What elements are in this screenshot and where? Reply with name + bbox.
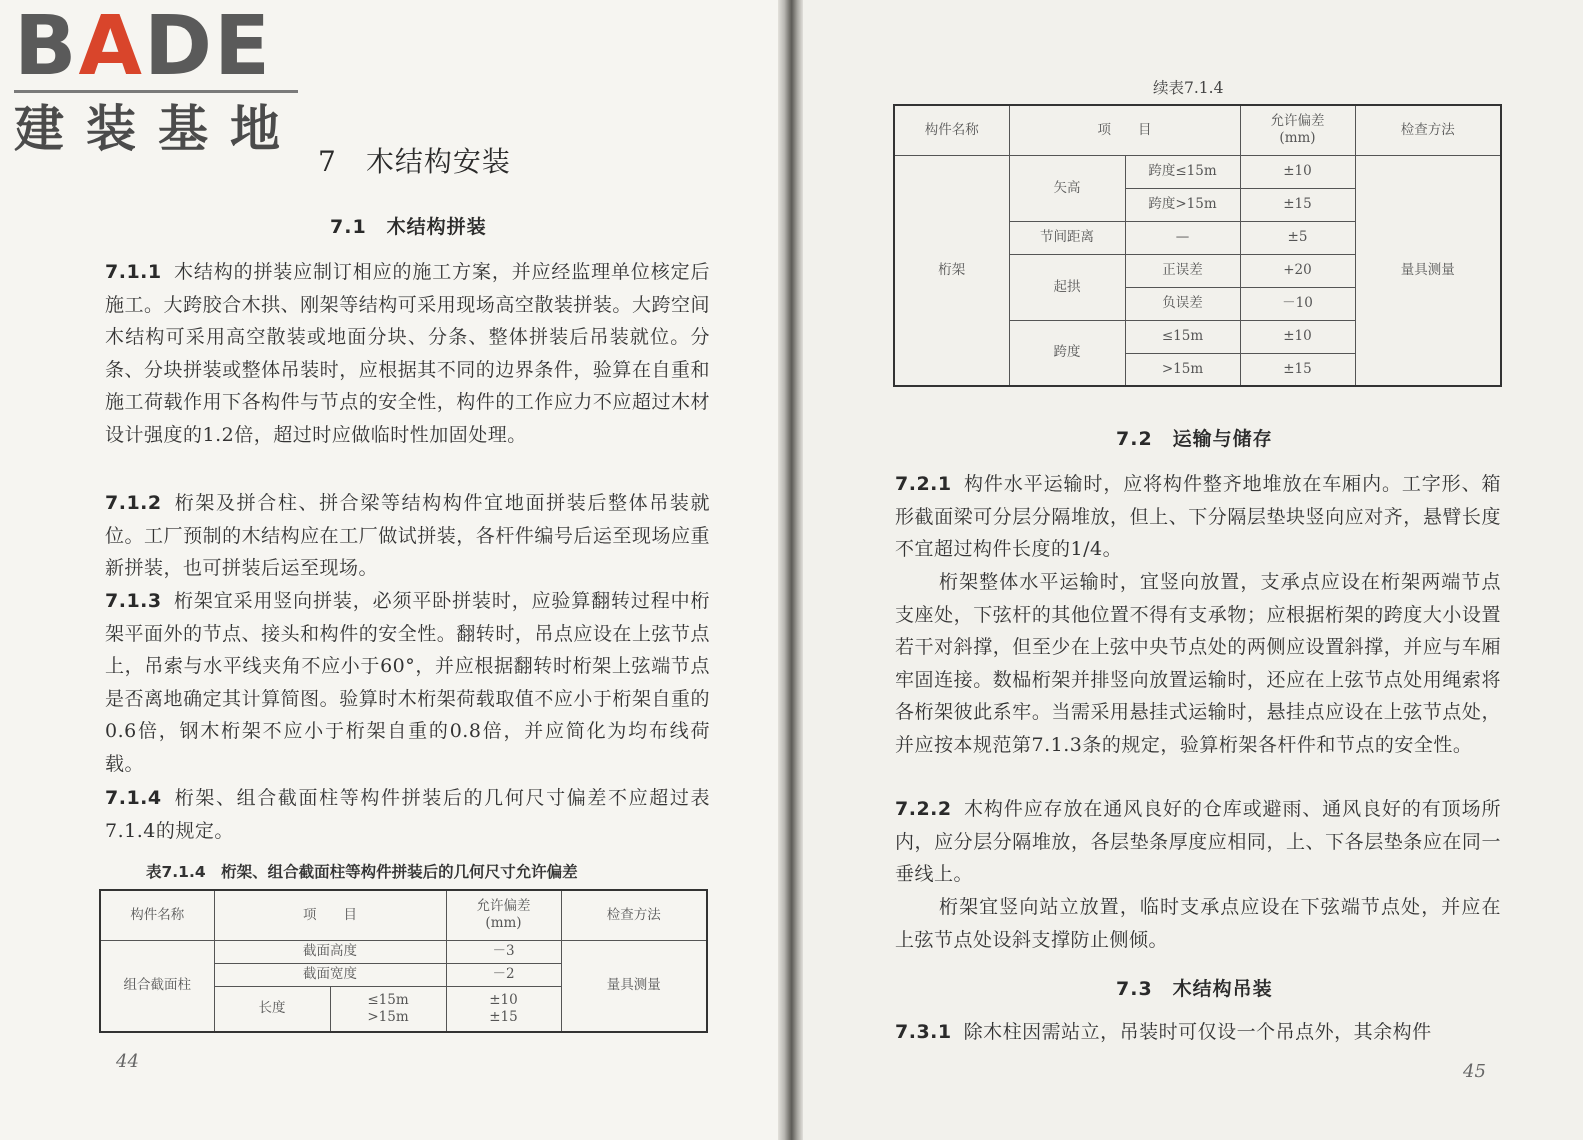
cell-item: 跨度 [1009, 320, 1125, 386]
cell-tolerance: －10 [1240, 287, 1355, 320]
clause-7-3-1: 7.3.1 除木柱因需站立，吊装时可仅设一个吊点外，其余构件 [895, 1021, 1432, 1043]
table-caption-continued: 续表7.1.4 [1153, 79, 1224, 97]
section-title-7-2: 7.2 运输与储存 [1116, 428, 1273, 450]
chapter-title: 7 木结构安装 [318, 145, 511, 178]
cell-component: 组合截面柱 [100, 940, 214, 1032]
left-page [0, 0, 778, 1140]
header-component: 构件名称 [100, 890, 214, 940]
cell-tolerance: ±5 [1240, 221, 1355, 254]
right-page [803, 0, 1583, 1140]
section-title-7-3: 7.3 木结构吊装 [1116, 978, 1273, 1000]
cell-subitem: 正误差 [1125, 254, 1240, 287]
cell-subitem: >15m [1125, 353, 1240, 386]
header-item: 项 目 [1009, 105, 1240, 155]
cell-item: 矢高 [1009, 155, 1125, 221]
tolerance-table-continued [893, 104, 1502, 387]
table-caption: 表7.1.4 桁架、组合截面柱等构件拼装后的几何尺寸允许偏差 [146, 863, 578, 881]
cell-tolerance: －2 [446, 963, 561, 986]
page-number: 44 [116, 1051, 139, 1072]
cell-tolerance: ±10 ±15 [446, 986, 561, 1032]
cell-component: 桁架 [894, 155, 1009, 386]
cell-item: 截面宽度 [214, 963, 446, 986]
header-item: 项 目 [214, 890, 446, 940]
cell-tolerance: －3 [446, 940, 561, 963]
cell-subitem: ≤15m >15m [330, 986, 446, 1032]
cell-tolerance: ±15 [1240, 353, 1355, 386]
cell-tolerance: ±10 [1240, 155, 1355, 188]
cell-subitem: — [1125, 221, 1240, 254]
cell-method: 量具测量 [1355, 155, 1501, 386]
cell-subitem: ≤15m [1125, 320, 1240, 353]
clause-7-2-1-para-2: 桁架整体水平运输时，宜竖向放置，支承点应设在桁架两端节点支座处，下弦杆的其他位置不得有支承物；应根据桁架的跨度大小设置若干对斜撑，但至少在上弦中央节点处的两侧应设置斜撑，并应与车厢牢固连接。数榀桁架并排竖向放置运输时，还应在上弦节点处用绳索将各桁架彼此系牢。当需采用悬挂式运输时，悬挂点应设在上弦节点处，并应按本规范第7.1.3条的规定，验算桁架各杆件和节点的安全性。 [895, 571, 1501, 756]
clause-7-2-2: 7.2.2 木构件应存放在通风良好的仓库或避雨、通风良好的有顶场所内，应分层分隔堆放，各层垫条厚度应相同，上、下各层垫条应在同一垂线上。 [895, 798, 1501, 885]
book-gutter [778, 0, 803, 1140]
header-component: 构件名称 [894, 105, 1009, 155]
cell-item: 起拱 [1009, 254, 1125, 320]
page-number: 45 [1463, 1061, 1486, 1082]
cell-tolerance: ±10 [1240, 320, 1355, 353]
cell-item: 长度 [214, 986, 330, 1032]
clause-7-2-2-para-2: 桁架宜竖向站立放置，临时支承点应设在下弦端节点处，并应在上弦节点处设斜支撑防止侧倾。 [895, 896, 1501, 951]
header-tolerance: 允许偏差 (mm) [446, 890, 561, 940]
section-title-7-1: 7.1 木结构拼装 [330, 216, 487, 238]
cell-subitem: 跨度>15m [1125, 188, 1240, 221]
logo [14, 0, 304, 159]
clause-7-1-4: 7.1.4 桁架、组合截面柱等构件拼装后的几何尺寸偏差不应超过表7.1.4的规定。 [105, 787, 710, 842]
clause-7-1-2: 7.1.2 桁架及拼合柱、拼合梁等结构构件宜地面拼装后整体吊装就位。工厂预制的木结构应在工厂做试拼装，各杆件编号后运至现场应重新拼装，也可拼装后运至现场。 [105, 492, 710, 579]
clause-7-2-1: 7.2.1 构件水平运输时，应将构件整齐地堆放在车厢内。工字形、箱形截面梁可分层分隔堆放，但上、下分隔层垫块竖向应对齐，悬臂长度不宜超过构件长度的1/4。 [895, 473, 1501, 560]
tolerance-table [99, 889, 708, 1033]
cell-method: 量具测量 [561, 940, 707, 1032]
clause-7-1-3: 7.1.3 桁架宜采用竖向拼装，必须平卧拼装时，应验算翻转过程中桁架平面外的节点、接头和构件的安全性。翻转时，吊点应设在上弦节点上，吊索与水平线夹角不应小于60°，并应根据翻转时桁架上弦端节点是否离地确定其计算简图。验算时木桁架荷载取值不应小于桁架自重的0.6倍，钢木桁架不应小于桁架自重的0.8倍，并应简化为均布线荷载。 [105, 590, 710, 775]
header-tolerance: 允许偏差 (mm) [1240, 105, 1355, 155]
logo-subtitle: 建装基地 [14, 100, 302, 158]
cell-tolerance: +20 [1240, 254, 1355, 287]
cell-item: 节间距离 [1009, 221, 1125, 254]
clause-7-1-1: 7.1.1 木结构的拼装应制订相应的施工方案，并应经监理单位核定后施工。大跨胶合木拱、刚架等结构可采用现场高空散装拼装。大跨空间木结构可采用高空散装或地面分块、分条、整体拼装后吊装就位。分条、分块拼装或整体吊装时，应根据其不同的边界条件，验算在自重和施工荷载作用下各构件与节点的安全性，构件的工作应力不应超过木材设计强度的1.2倍，超过时应做临时性加固处理。 [105, 261, 710, 446]
cell-subitem: 跨度≤15m [1125, 155, 1240, 188]
header-method: 检查方法 [1355, 105, 1501, 155]
cell-item: 截面高度 [214, 940, 446, 963]
logo-wordmark: BADE [14, 0, 273, 94]
cell-tolerance: ±15 [1240, 188, 1355, 221]
header-method: 检查方法 [561, 890, 707, 940]
cell-subitem: 负误差 [1125, 287, 1240, 320]
